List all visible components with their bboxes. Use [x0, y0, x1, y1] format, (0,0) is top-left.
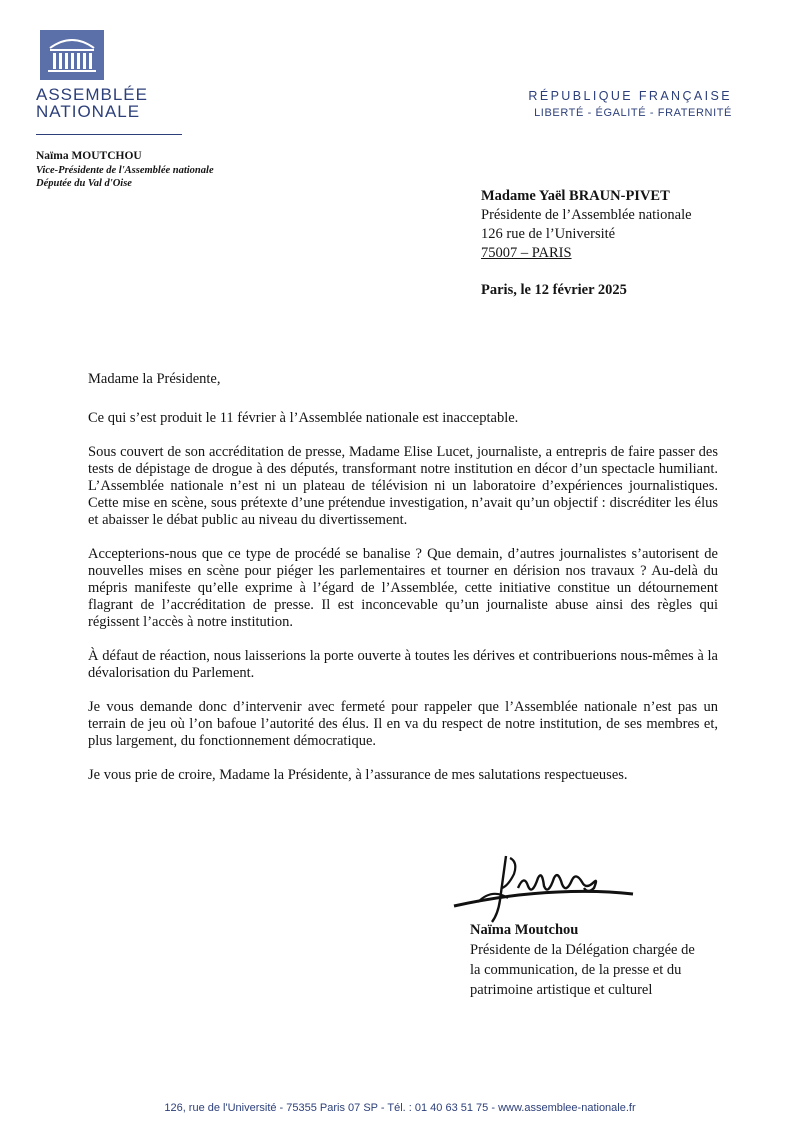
footer-address: 126, rue de l'Université - 75355 Paris 07 SP - Tél. : 01 40 63 51 75 - www.assemblee-nationale.fr: [164, 1102, 636, 1114]
paragraph-3: Accepterions-nous que ce type de procédé se banalise ? Que demain, d’autres journalistes s’autorisent de nouvelles mises en scène pour piéger les parlementaires et tourner en dérision nos travaux ? Au-delà du mépris manifeste qu’elle exprime à l’égard de l’Assemblée, cette initiative constitue un détournement flagrant de l’accréditation de presse. Il est inconcevable qu’un journaliste abuse ainsi des règles qui régissent l’accès à notre institution.: [88, 546, 718, 630]
republic-name: RÉPUBLIQUE FRANÇAISE: [528, 89, 732, 103]
sender-block: [36, 148, 214, 190]
sender-name: Naïma MOUTCHOU: [36, 150, 142, 162]
paragraph-5: Je vous demande donc d’intervenir avec fermeté pour rappeler que l’Assemblée nationale n’est pas un terrain de jeu où l’on bafoue l’autorité des élus. Il en va du respect de notre institution, de ses membres et, plus largement, du fonctionnement démocratique.: [88, 699, 718, 749]
letter-body: [88, 371, 718, 784]
recipient-street: 126 rue de l’Université: [481, 226, 616, 242]
sender-constituency: Députée du Val d'Oise: [36, 178, 132, 189]
recipient-city: 75007 – PARIS: [481, 245, 572, 261]
signatory-name: Naïma Moutchou: [470, 922, 579, 938]
recipient-block: [481, 187, 692, 263]
signatory-role-line3: patrimoine artistique et culturel: [470, 982, 653, 998]
hemicycle-logo-icon: [40, 30, 104, 80]
recipient-title: Présidente de l’Assemblée nationale: [481, 207, 692, 223]
recipient-name: Madame Yaël BRAUN-PIVET: [481, 188, 670, 204]
signatory-role-line1: Présidente de la Délégation chargée de: [470, 942, 695, 958]
assemblee-nationale-logo: [36, 30, 146, 120]
republic-motto: LIBERTÉ - ÉGALITÉ - FRATERNITÉ: [534, 107, 732, 119]
signatory-role-line2: la communication, de la presse et du: [470, 962, 682, 978]
sender-divider: [36, 134, 182, 135]
paragraph-4: À défaut de réaction, nous laisserions la porte ouverte à toutes les dérives et contribuerions nous-mêmes à la dévalorisation du Parlement.: [88, 648, 718, 681]
republic-header: [528, 88, 732, 122]
signature-block: [470, 920, 695, 1000]
letter-date: Paris, le 12 février 2025: [481, 282, 627, 298]
closing-formula: Je vous prie de croire, Madame la Présidente, à l’assurance de mes salutations respectueuses.: [88, 767, 628, 783]
paragraph-2: Sous couvert de son accréditation de presse, Madame Elise Lucet, journaliste, a entrepris de faire passer des tests de dépistage de drogue à des députés, transformant notre institution en décor d’un spectacle humiliant. L’Assemblée nationale n’est ni un plateau de télévision ni un laboratoire d’expériences journalistiques. Cette mise en scène, sous prétexte d’une prétendue investigation, n’avait qu’un objectif : discréditer les élus et abaisser le débat public au niveau du divertissement.: [88, 444, 718, 528]
logo-text-line2: NATIONALE: [36, 102, 141, 121]
logo-text-line1: ASSEMBLÉE: [36, 85, 148, 104]
salutation: Madame la Présidente,: [88, 371, 221, 387]
sender-title: Vice-Présidente de l'Assemblée nationale: [36, 165, 214, 176]
paragraph-1: Ce qui s’est produit le 11 février à l’Assemblée nationale est inacceptable.: [88, 410, 519, 426]
